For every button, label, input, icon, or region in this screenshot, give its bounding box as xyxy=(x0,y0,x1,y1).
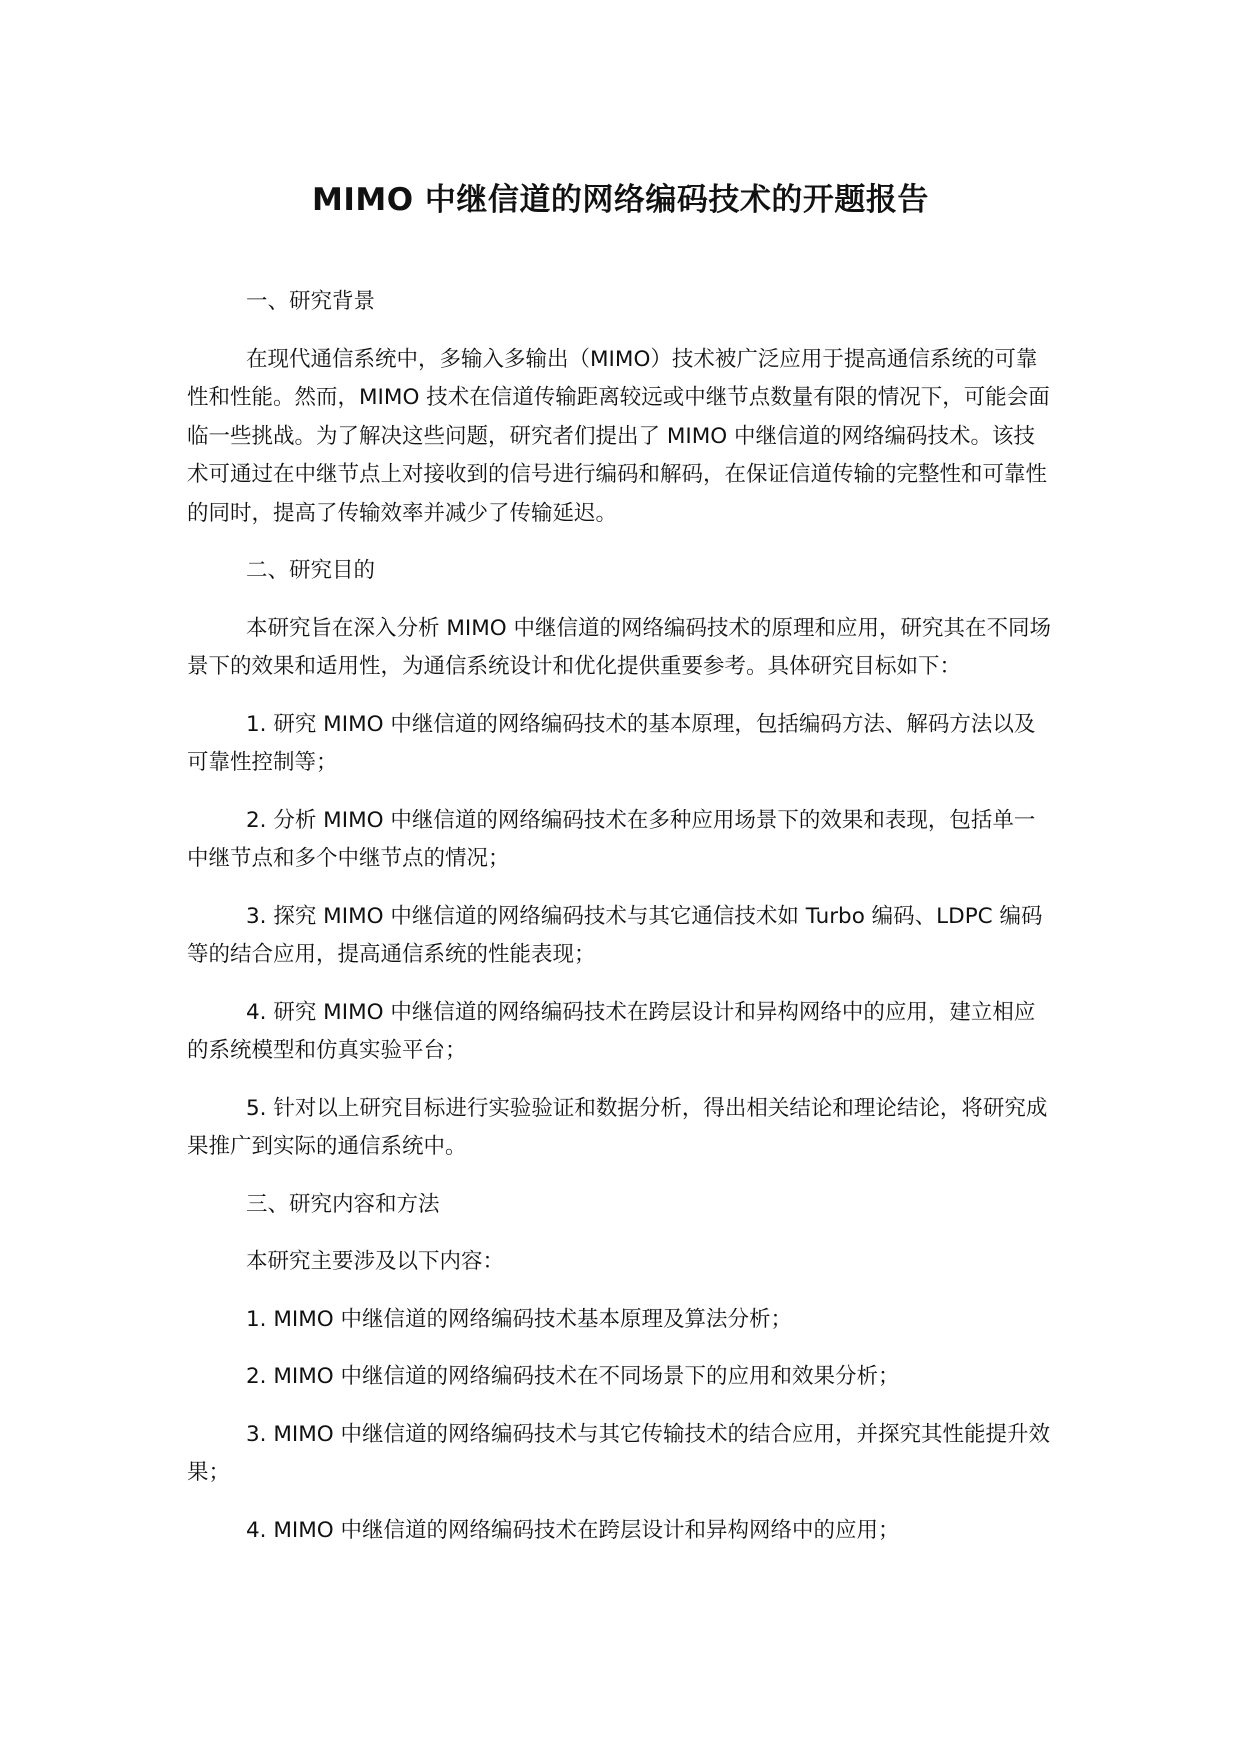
paragraph-objectives-intro: 本研究旨在深入分析 MIMO 中继信道的网络编码技术的原理和应用，研究其在不同场景下的效果和适用性，为通信系统设计和优化提供重要参考。具体研究目标如下： xyxy=(187,615,1052,679)
objective-item-4: 4. 研究 MIMO 中继信道的网络编码技术在跨层设计和异构网络中的应用，建立相应的系统模型和仿真实验平台； xyxy=(187,999,1036,1063)
section-heading-objectives: 二、研究目的 xyxy=(246,558,376,583)
paragraph-background: 在现代通信系统中，多输入多输出（MIMO）技术被广泛应用于提高通信系统的可靠性和性能。然而，MIMO 技术在信道传输距离较远或中继节点数量有限的情况下，可能会面临一些挑战。为了解决这些问题，研究者们提出了 MIMO 中继信道的网络编码技术。该技术可通过在中继节点上对接收到的信号进行编码和解码，在保证信道传输的完整性和可靠性的同时，提高了传输效率并减少了传输延迟。 xyxy=(187,346,1050,526)
objective-item-3: 3. 探究 MIMO 中继信道的网络编码技术与其它通信技术如 Turbo 编码、LDPC 编码等的结合应用，提高通信系统的性能表现； xyxy=(187,903,1043,967)
document-title: MIMO 中继信道的网络编码技术的开题报告 xyxy=(312,182,929,218)
paragraph-content-intro: 本研究主要涉及以下内容： xyxy=(246,1249,505,1274)
objective-item-5: 5. 针对以上研究目标进行实验验证和数据分析，得出相关结论和理论结论，将研究成果推广到实际的通信系统中。 xyxy=(187,1095,1048,1159)
content-item-1: 1. MIMO 中继信道的网络编码技术基本原理及算法分析； xyxy=(246,1306,793,1332)
section-heading-content-methods: 三、研究内容和方法 xyxy=(246,1191,440,1217)
content-item-2: 2. MIMO 中继信道的网络编码技术在不同场景下的应用和效果分析； xyxy=(246,1364,900,1389)
objective-item-1: 1. 研究 MIMO 中继信道的网络编码技术的基本原理，包括编码方法、解码方法以及可靠性控制等； xyxy=(187,711,1036,775)
objective-item-2: 2. 分析 MIMO 中继信道的网络编码技术在多种应用场景下的效果和表现，包括单一中继节点和多个中继节点的情况； xyxy=(187,807,1036,871)
content-item-4: 4. MIMO 中继信道的网络编码技术在跨层设计和异构网络中的应用； xyxy=(246,1517,900,1543)
section-heading-background: 一、研究背景 xyxy=(246,289,376,314)
document-body xyxy=(187,283,1053,1569)
content-item-3: 3. MIMO 中继信道的网络编码技术与其它传输技术的结合应用，并探究其性能提升效果； xyxy=(187,1421,1051,1485)
